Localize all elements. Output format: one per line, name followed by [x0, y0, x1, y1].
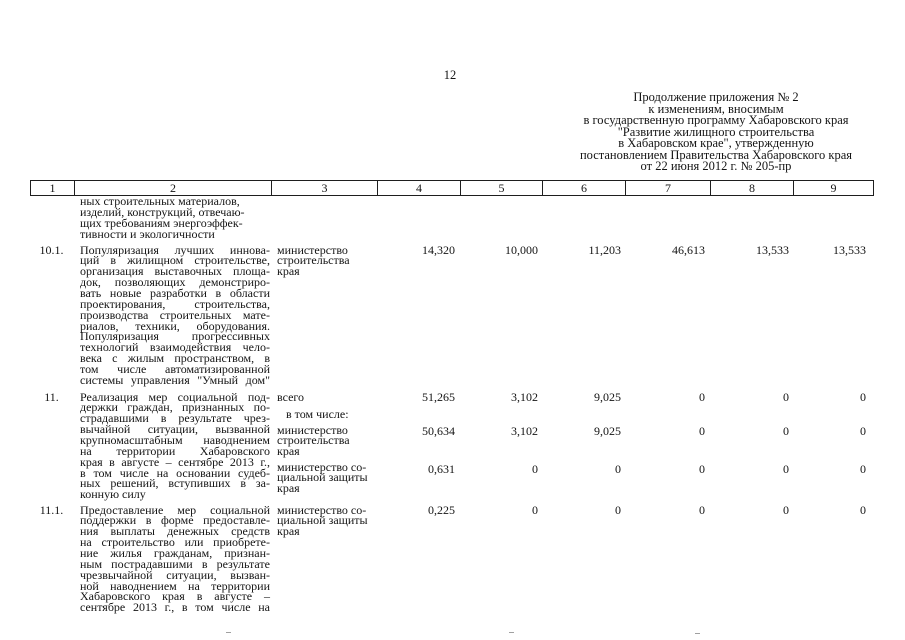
description-line: организация выставочных площа-	[80, 264, 270, 279]
column-header-7: 7	[626, 181, 711, 195]
description-line: риалов, техники, оборудования.	[80, 318, 270, 333]
executor-label-line: края	[277, 524, 300, 539]
appendix-note-line: Продолжение приложения № 2	[633, 90, 799, 104]
value-col-7: 46,613	[672, 242, 705, 257]
value-col-9: 13,533	[833, 242, 866, 257]
value-col-6: 0	[615, 502, 621, 517]
value-col-4: 14,320	[422, 242, 455, 257]
description-line: производства строительных мате-	[80, 307, 270, 322]
description-line: в том числе на основании судеб-	[80, 465, 270, 480]
executor-label-line: министерство	[277, 422, 348, 437]
breakdown-label: в том числе:	[286, 406, 349, 421]
column-header-8: 8	[711, 181, 794, 195]
row-description	[80, 389, 270, 502]
description-line: вычайной ситуации, вызванной	[80, 422, 270, 437]
value-col-8: 0	[783, 461, 789, 476]
description-line: ния выплаты денежных средств	[80, 524, 270, 539]
description-line: ной наводнением на территории	[80, 578, 270, 593]
value-col-8: 0	[783, 423, 789, 438]
appendix-note-line: в государственную программу Хабаровского края	[583, 113, 849, 128]
executor-label-line: министерство со-	[277, 459, 367, 474]
value-col-9: 0	[860, 389, 866, 404]
value-col-8: 0	[783, 502, 789, 517]
description-line: Популяризация лучших иннова-	[80, 242, 270, 257]
description-line: чрезвычайной ситуации, вызван-	[80, 567, 270, 582]
description-line: том числе автоматизированной	[80, 361, 270, 376]
executor-label-line: всего	[277, 389, 305, 404]
row-number: 11.	[44, 389, 59, 404]
executor-label-line: строительства	[277, 433, 350, 448]
description-line: ций в жилищном строительстве,	[80, 253, 270, 268]
scan-mark	[226, 632, 231, 633]
value-col-5: 3,102	[511, 389, 538, 404]
description-line: Популяризация прогрессивных	[80, 329, 270, 344]
executor-label-line: строительства	[277, 253, 350, 268]
executor-label	[277, 422, 378, 459]
description-line: края в августе – сентябре 2013 г.,	[80, 454, 270, 469]
description-line: ных решений, вступивших в за-	[80, 476, 270, 491]
table-row	[0, 389, 905, 502]
column-header-3: 3	[272, 181, 378, 195]
value-col-9: 0	[860, 502, 866, 517]
value-col-9: 0	[860, 423, 866, 438]
description-line: ние жилья гражданам, признан-	[80, 545, 270, 560]
description-line: Предоставление мер социальной	[80, 502, 270, 517]
appendix-note	[566, 92, 866, 173]
appendix-note-line: от 22 июня 2012 г. № 205-пр	[640, 159, 792, 174]
description-line: крупномасштабным наводнением	[80, 432, 270, 447]
value-col-6: 9,025	[594, 389, 621, 404]
value-col-5: 0	[532, 502, 538, 517]
executor-label	[277, 389, 378, 404]
value-col-4: 0,225	[428, 502, 455, 517]
appendix-note-line: "Развитие жилищного строительства	[617, 124, 815, 139]
value-col-7: 0	[699, 389, 705, 404]
value-col-6: 11,203	[588, 242, 621, 257]
appendix-note-line: к изменениям, вносимым	[648, 101, 784, 116]
value-col-4: 50,634	[422, 423, 455, 438]
row-description	[80, 193, 270, 242]
column-header-1: 1	[30, 181, 75, 195]
description-line: док, позволяющих демонстриро-	[80, 275, 270, 290]
row-number: 10.1.	[39, 242, 64, 257]
description-line: сентябре 2013 г., в том числе на	[80, 600, 270, 615]
description-line: Хабаровского края в августе –	[80, 589, 270, 604]
scan-mark	[509, 632, 514, 633]
column-header-6: 6	[543, 181, 626, 195]
value-col-6: 0	[615, 461, 621, 476]
appendix-note-line: в Хабаровском крае", утвержденную	[618, 136, 814, 151]
value-col-7: 0	[699, 502, 705, 517]
description-line: тивности и экологичности	[80, 227, 215, 242]
scan-mark	[695, 633, 700, 634]
column-header-5: 5	[461, 181, 543, 195]
description-line: вать новые разработки в области	[80, 285, 270, 300]
description-line: щих требованиям энергоэффек-	[80, 216, 243, 230]
column-header-9: 9	[794, 181, 874, 195]
table-row	[0, 242, 905, 387]
value-col-8: 13,533	[756, 242, 789, 257]
executor-label	[277, 502, 378, 539]
executor-label-line: циальной защиты	[277, 470, 368, 485]
column-header-4: 4	[378, 181, 461, 195]
description-line: страдавшими в результате чрез-	[80, 411, 270, 426]
table-row	[0, 502, 905, 615]
description-line: держки граждан, признанных по-	[80, 400, 270, 415]
column-header-2: 2	[75, 181, 272, 195]
executor-label-line: циальной защиты	[277, 513, 368, 528]
executor-label-line: министерство	[277, 242, 348, 257]
row-description	[80, 502, 270, 615]
description-line: века с жилым пространством, в	[80, 351, 270, 366]
description-line: поддержки в форме предоставле-	[80, 513, 270, 528]
executor-label-line: министерство со-	[277, 502, 367, 517]
description-line: на территории Хабаровского	[80, 443, 270, 458]
value-col-5: 10,000	[505, 242, 538, 257]
description-line: ным пострадавшими в результате	[80, 556, 270, 571]
row-number: 11.1.	[39, 502, 64, 517]
value-col-4: 51,265	[422, 389, 455, 404]
row-description	[80, 242, 270, 387]
table-row-continued	[0, 193, 905, 242]
appendix-note-line: постановлением Правительства Хабаровского края	[579, 147, 853, 162]
value-col-6: 9,025	[594, 423, 621, 438]
description-line: на строительство или приобрете-	[80, 535, 270, 550]
value-col-5: 0	[532, 461, 538, 476]
executor-label-line: края	[277, 481, 300, 496]
description-line: ных строительных материалов,	[80, 193, 240, 208]
description-line: системы управления "Умный дом"	[80, 372, 270, 387]
page-number: 12	[443, 68, 457, 82]
value-col-5: 3,102	[511, 423, 538, 438]
executor-label	[277, 459, 378, 496]
value-col-9: 0	[860, 461, 866, 476]
value-col-4: 0,631	[428, 461, 455, 476]
value-col-8: 0	[783, 389, 789, 404]
executor-label-line: края	[277, 444, 300, 459]
executor-label-line: края	[277, 264, 300, 279]
description-line: конную силу	[80, 487, 146, 502]
executor-label	[277, 242, 378, 279]
description-line: проектирования, строительства,	[80, 296, 270, 311]
description-line: технологий взаимодействия чело-	[80, 340, 270, 355]
value-col-7: 0	[699, 461, 705, 476]
value-col-7: 0	[699, 423, 705, 438]
description-line: изделий, конструкций, отвечаю-	[80, 204, 245, 219]
description-line: Реализация мер социальной под-	[80, 389, 270, 404]
